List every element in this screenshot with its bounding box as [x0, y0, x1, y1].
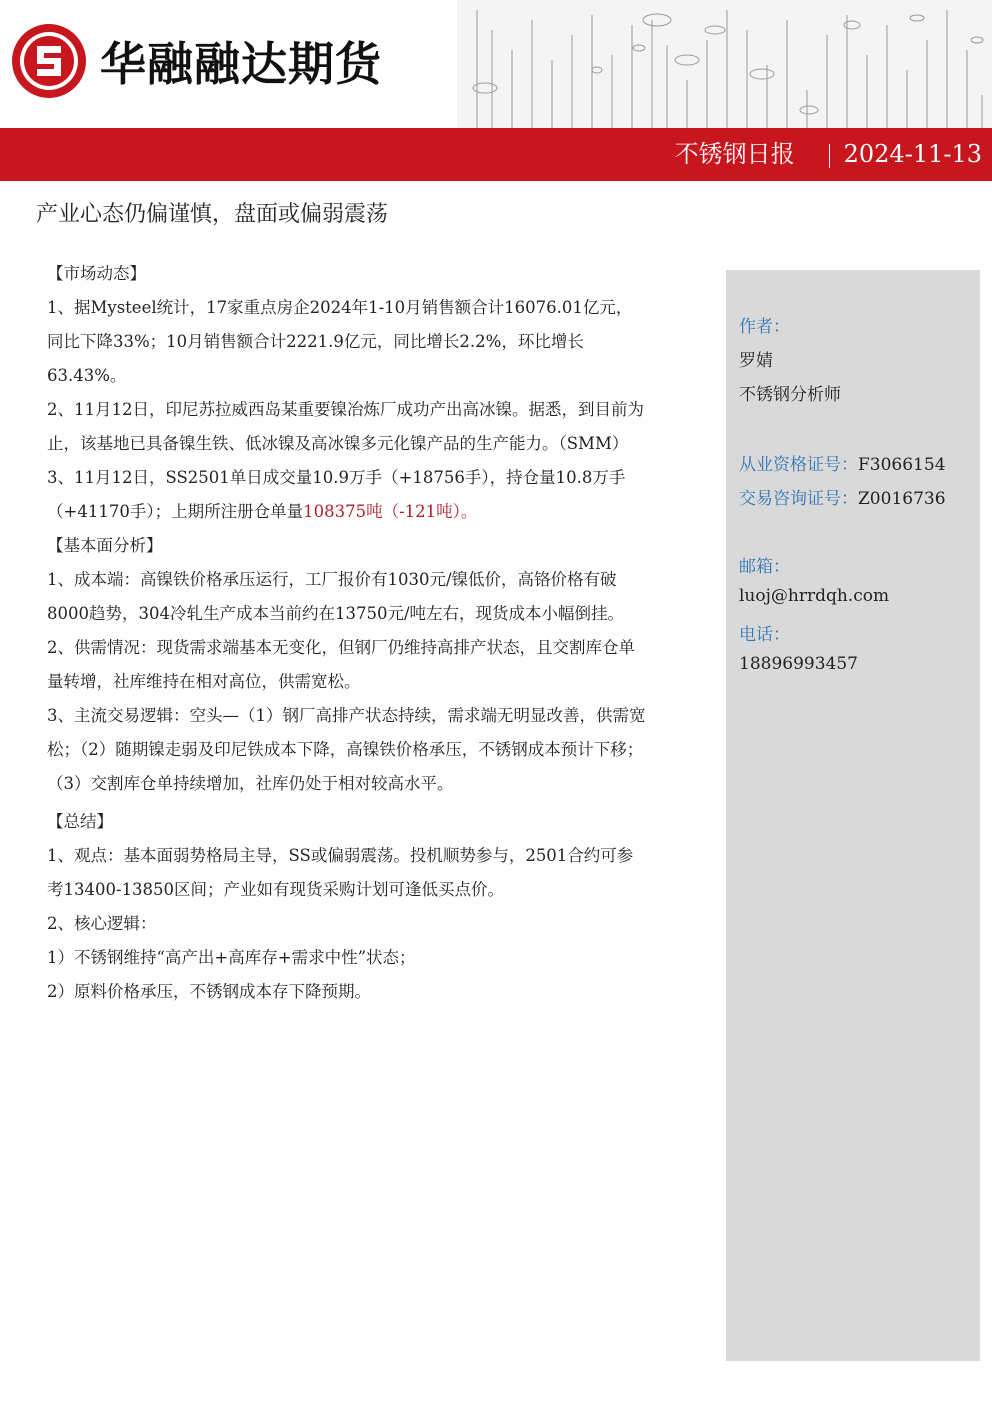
phone-label: 电话：: [739, 625, 790, 645]
author-sidebar: [726, 270, 980, 1361]
company-logo: [10, 22, 382, 100]
section-heading-market: 【市场动态】: [47, 264, 146, 283]
author-title: 不锈钢分析师: [739, 385, 841, 405]
report-name: 不锈钢日报: [674, 140, 795, 168]
fundamental-paragraph-1: 1、成本端：高镍铁价格承压运行，工厂报价有1030元/镍低价，高铬价格有破8000趋势，304冷轧生产成本当前约在13750元/吨左右，现货成本小幅倒挂。: [47, 570, 625, 623]
section-heading-fundamental: 【基本面分析】: [47, 536, 163, 555]
author-label: 作者：: [739, 317, 790, 337]
report-title-bar: [0, 128, 992, 181]
warehouse-receipt-highlight: 108375吨（-121吨）。: [303, 502, 478, 521]
author-name: 罗婧: [739, 351, 773, 371]
main-content: [47, 257, 647, 1009]
fundamental-paragraph-2: 2、供需情况：现货需求端基本无变化，但钢厂仍维持高排产状态，且交割库仓单量转增，社库维持在相对高位，供需宽松。: [47, 638, 635, 691]
summary-paragraph-4: 2）原料价格承压，不锈钢成本存下降预期。: [47, 982, 371, 1001]
market-paragraph-3: [47, 461, 647, 529]
consult-label: 交易咨询证号：: [739, 489, 858, 509]
cert-value: F3066154: [858, 455, 946, 475]
fundamental-paragraph-3: 3、主流交易逻辑：空头—（1）钢厂高排产状态持续，需求端无明显改善，供需宽松；（2）随期镍走弱及印尼铁成本下降，高镍铁价格承压，不锈钢成本预计下移；（3）交割库仓单持续增加，社库仍处于相对较高水平。: [47, 706, 646, 793]
company-logo-icon: [10, 22, 88, 100]
decorative-pattern: [457, 0, 992, 128]
report-date: 2024-11-13: [843, 140, 982, 168]
summary-paragraph-2: 2、核心逻辑：: [47, 914, 157, 933]
title-divider: [829, 144, 830, 168]
page-header: [0, 0, 992, 130]
summary-paragraph-1: 1、观点：基本面弱势格局主导，SS或偏弱震荡。投机顺势参与，2501合约可参考13400-13850区间；产业如有现货采购计划可逢低买点价。: [47, 846, 634, 899]
section-heading-summary: 【总结】: [47, 812, 113, 831]
report-title: [675, 128, 982, 181]
market-paragraph-2: 2、11月12日，印尼苏拉威西岛某重要镍冶炼厂成功产出高冰镍。据悉，到目前为止，该基地已具备镍生铁、低冰镍及高冰镍多元化镍产品的生产能力。（SMM）: [47, 400, 644, 453]
consult-row: [739, 484, 946, 509]
summary-paragraph-3: 1）不锈钢维持“高产出+高库存+需求中性”状态；: [47, 948, 416, 967]
cert-label: 从业资格证号：: [739, 455, 858, 475]
email-label: 邮箱：: [739, 557, 790, 577]
headline: 产业心态仍偏谨慎，盘面或偏弱震荡: [36, 202, 389, 227]
consult-value: Z0016736: [858, 489, 946, 509]
market-paragraph-1: 1、据Mysteel统计，17家重点房企2024年1-10月销售额合计16076.01亿元，同比下降33%；10月销售额合计2221.9亿元，同比增长2.2%，环比增长63.43%。: [47, 298, 633, 385]
market-paragraph-3-text: 3、11月12日，SS2501单日成交量10.9万手（+18756手），持仓量10.8万手（+41170手）；上期所注册仓单量: [47, 468, 626, 521]
email-value[interactable]: luoj@hrrdqh.com: [739, 586, 890, 606]
cert-row: [739, 450, 946, 475]
company-name: 华融融达期货: [100, 37, 382, 91]
phone-value: 18896993457: [739, 654, 858, 674]
